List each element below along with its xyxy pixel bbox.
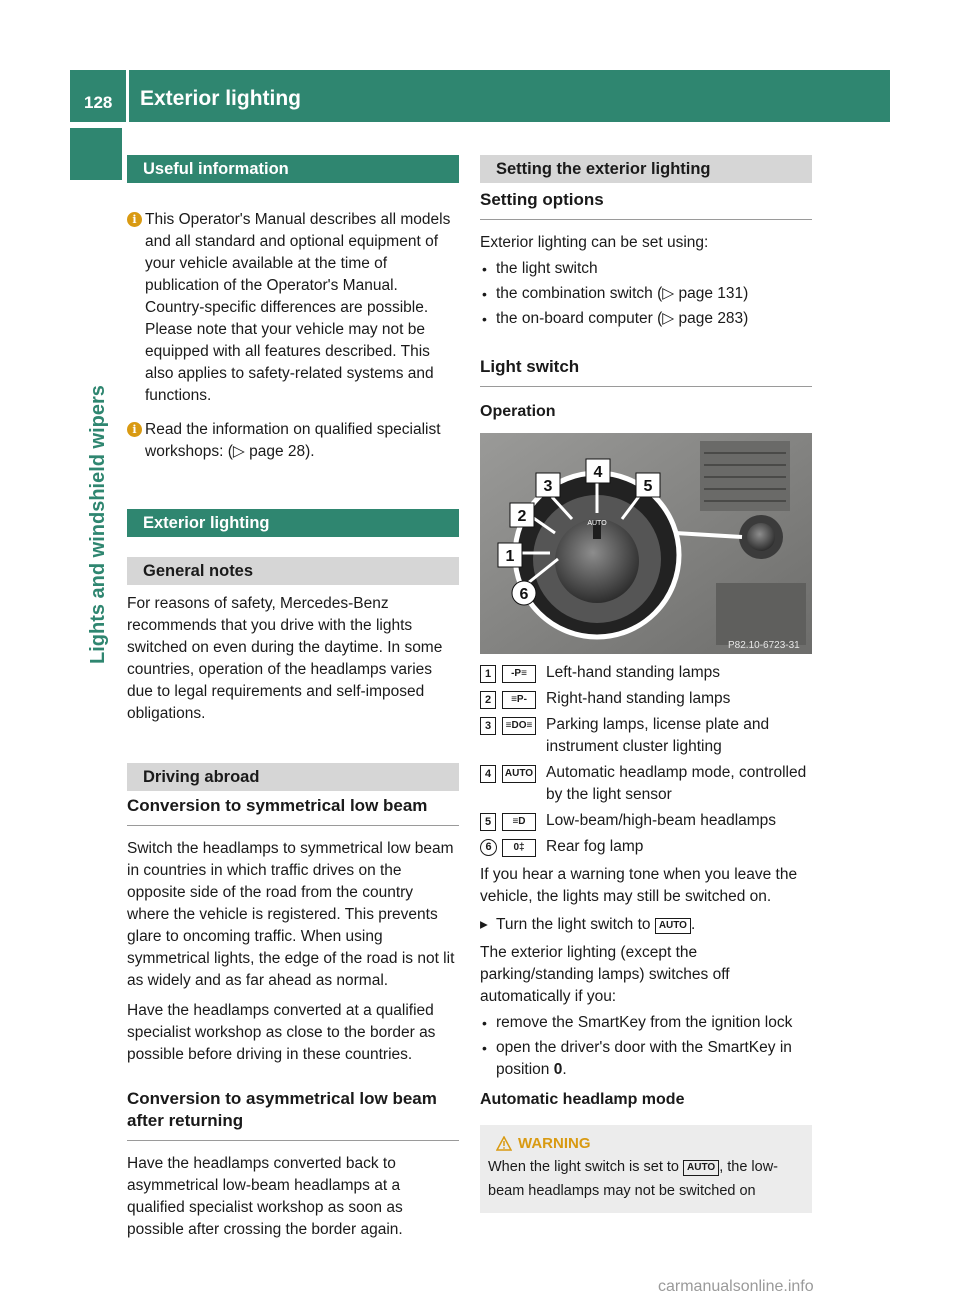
list-item xyxy=(480,258,812,280)
list-item-text: open the driver's door with the SmartKey in position xyxy=(496,1039,792,1078)
general-notes-paragraph: For reasons of safety, Mercedes-Benz recommends that you drive with the lights switched on even during the daytime. In some countries, operation of the headlamps varies due to legal requirements and self-imposed obligations. xyxy=(127,595,443,722)
list-item-text: the light switch xyxy=(496,260,598,277)
exterior-lighting-heading: Exterior lighting xyxy=(127,509,459,537)
callout-2: 2 xyxy=(517,508,527,525)
asymmetrical-heading: Conversion to asymmetrical low beam after returning xyxy=(127,1082,459,1141)
setting-exterior-lighting-heading: Setting the exterior lighting xyxy=(480,155,812,183)
info-note-2-text: Read the information on qualified specialist workshops: ( xyxy=(145,421,441,460)
rear-fog-lamp-icon: 0‡ xyxy=(502,839,536,857)
watermark: carmanualsonline.info xyxy=(658,1278,814,1295)
symmetrical-heading: Conversion to symmetrical low beam xyxy=(127,791,459,826)
left-standing-lamps-icon: -P≡ xyxy=(502,665,536,683)
legend-item xyxy=(480,662,812,684)
light-switch-photo xyxy=(480,433,812,654)
warning-title-row xyxy=(488,1133,804,1155)
header-divider xyxy=(126,70,129,122)
list-item xyxy=(480,283,812,305)
automatic-headlamp-mode-heading: Automatic headlamp mode xyxy=(480,1091,685,1108)
useful-info-heading: Useful information xyxy=(127,155,459,183)
legend-text: Low-beam/high-beam headlamps xyxy=(546,812,777,829)
list-item-text: remove the SmartKey from the ignition lock xyxy=(496,1014,793,1031)
legend-text: Right-hand standing lamps xyxy=(546,690,731,707)
legend-number: 2 xyxy=(480,691,496,709)
driving-abroad-heading: Driving abroad xyxy=(127,763,459,791)
callout-4: 4 xyxy=(593,464,603,481)
callout-1: 1 xyxy=(505,548,515,565)
warning-text xyxy=(488,1155,804,1203)
warning-tone-paragraph: If you hear a warning tone when you leave the vehicle, the lights may still be switched on. xyxy=(480,866,798,905)
info-note-2 xyxy=(127,419,459,463)
parking-lamps-icon: ≡DO≡ xyxy=(502,717,536,735)
page-ref-arrow-icon: ▷ xyxy=(662,310,675,327)
low-beam-icon: ≡D xyxy=(502,813,536,831)
setting-options-heading: Setting options xyxy=(480,183,812,220)
chapter-tab-marker xyxy=(70,128,122,180)
step-text: Turn the light switch to xyxy=(496,916,651,933)
left-column xyxy=(127,155,459,1241)
list-item xyxy=(480,1012,812,1034)
asymmetrical-paragraph: Have the headlamps converted back to asymmetrical low-beam headlamps at a qualified specialist workshop as soon as possible after crossing the border again. xyxy=(127,1155,403,1238)
light-switch-heading: Light switch xyxy=(480,350,812,387)
step-arrow-icon: ▸ xyxy=(480,916,488,933)
info-note-1-text: This Operator's Manual describes all models and all standard and optional equipment of your vehicle available at the time of publication of the Operator's Manual. Country-specific differences are possible. Please note that your vehicle may not be equipped with all features described. This also applies to safety-related systems and functions. xyxy=(145,211,451,404)
info-icon: i xyxy=(127,422,142,437)
symmetrical-paragraph-1: Switch the headlamps to symmetrical low beam in countries in which traffic drives on the opposite side of the road from the country where the vehicle is registered. This prevents glare to oncoming traffic. When using symmetrical lights, the edge of the road is not lit as widely and as far ahead as normal. xyxy=(127,840,455,989)
page-ref-arrow-icon: ▷ xyxy=(662,285,675,302)
auto-mode-icon: AUTO xyxy=(655,918,691,934)
legend-number: 4 xyxy=(480,765,496,783)
auto-mode-icon: AUTO xyxy=(502,765,536,783)
legend-item xyxy=(480,688,812,710)
page-number: 128 xyxy=(84,93,113,112)
legend-item xyxy=(480,836,812,858)
legend-number: 6 xyxy=(480,839,497,856)
info-note-1 xyxy=(127,209,459,407)
warning-title: WARNING xyxy=(518,1135,591,1152)
legend-item xyxy=(480,762,812,806)
instruction-step xyxy=(480,914,812,936)
warning-text-after: , the low-beam headlamps may not be switched on xyxy=(488,1159,779,1199)
legend-text: Automatic headlamp mode, controlled by the light sensor xyxy=(546,764,807,803)
operation-heading: Operation xyxy=(480,403,556,420)
callout-5: 5 xyxy=(643,478,653,495)
warning-box xyxy=(480,1125,812,1213)
symmetrical-paragraph-2: Have the headlamps converted at a qualified specialist workshop as close to the border as possible before driving in these countries. xyxy=(127,1002,436,1063)
legend-text: Rear fog lamp xyxy=(546,838,644,855)
list-item-end: . xyxy=(562,1061,567,1078)
page-ref-link[interactable]: page 131) xyxy=(674,285,749,302)
info-note-2-paragraph xyxy=(145,419,459,463)
auto-mode-icon: AUTO xyxy=(683,1160,719,1176)
list-item-text: the combination switch ( xyxy=(496,285,663,302)
ignition-position: 0 xyxy=(553,1061,563,1078)
page-ref-arrow-icon: ▷ xyxy=(232,443,245,460)
page-ref-link[interactable]: page 283) xyxy=(674,310,749,327)
legend-number: 1 xyxy=(480,665,496,683)
callout-6: 6 xyxy=(519,586,529,603)
page-title: Exterior lighting xyxy=(140,87,302,110)
legend-text: Parking lamps, license plate and instrument cluster lighting xyxy=(546,716,770,755)
legend-number: 5 xyxy=(480,813,496,831)
door-panel xyxy=(716,583,806,645)
setting-options-intro: Exterior lighting can be set using: xyxy=(480,234,709,251)
legend-item xyxy=(480,714,812,758)
warning-triangle-icon xyxy=(496,1136,512,1151)
list-item xyxy=(480,308,812,330)
warning-text-before: When the light switch is set to xyxy=(488,1159,679,1175)
photo-code: P82.10-6723-31 xyxy=(728,640,800,651)
general-notes-heading: General notes xyxy=(127,557,459,585)
info-icon: i xyxy=(127,212,142,227)
knob-auto-label: AUTO xyxy=(587,520,607,527)
small-switch-knob xyxy=(747,523,775,551)
right-column xyxy=(480,155,812,1213)
auto-off-paragraph: The exterior lighting (except the parking/standing lamps) switches off automatically if you: xyxy=(480,944,730,1005)
legend-item xyxy=(480,810,812,832)
chapter-title: Lights and windshield wipers xyxy=(87,385,109,664)
legend-text: Left-hand standing lamps xyxy=(546,664,721,681)
list-item xyxy=(480,1037,812,1081)
right-standing-lamps-icon: ≡P- xyxy=(502,691,536,709)
list-item-text: the on-board computer ( xyxy=(496,310,663,327)
step-end: . xyxy=(690,916,696,933)
page-ref-link[interactable]: page 28). xyxy=(244,443,315,460)
legend-number: 3 xyxy=(480,717,496,735)
callout-3: 3 xyxy=(543,478,553,495)
